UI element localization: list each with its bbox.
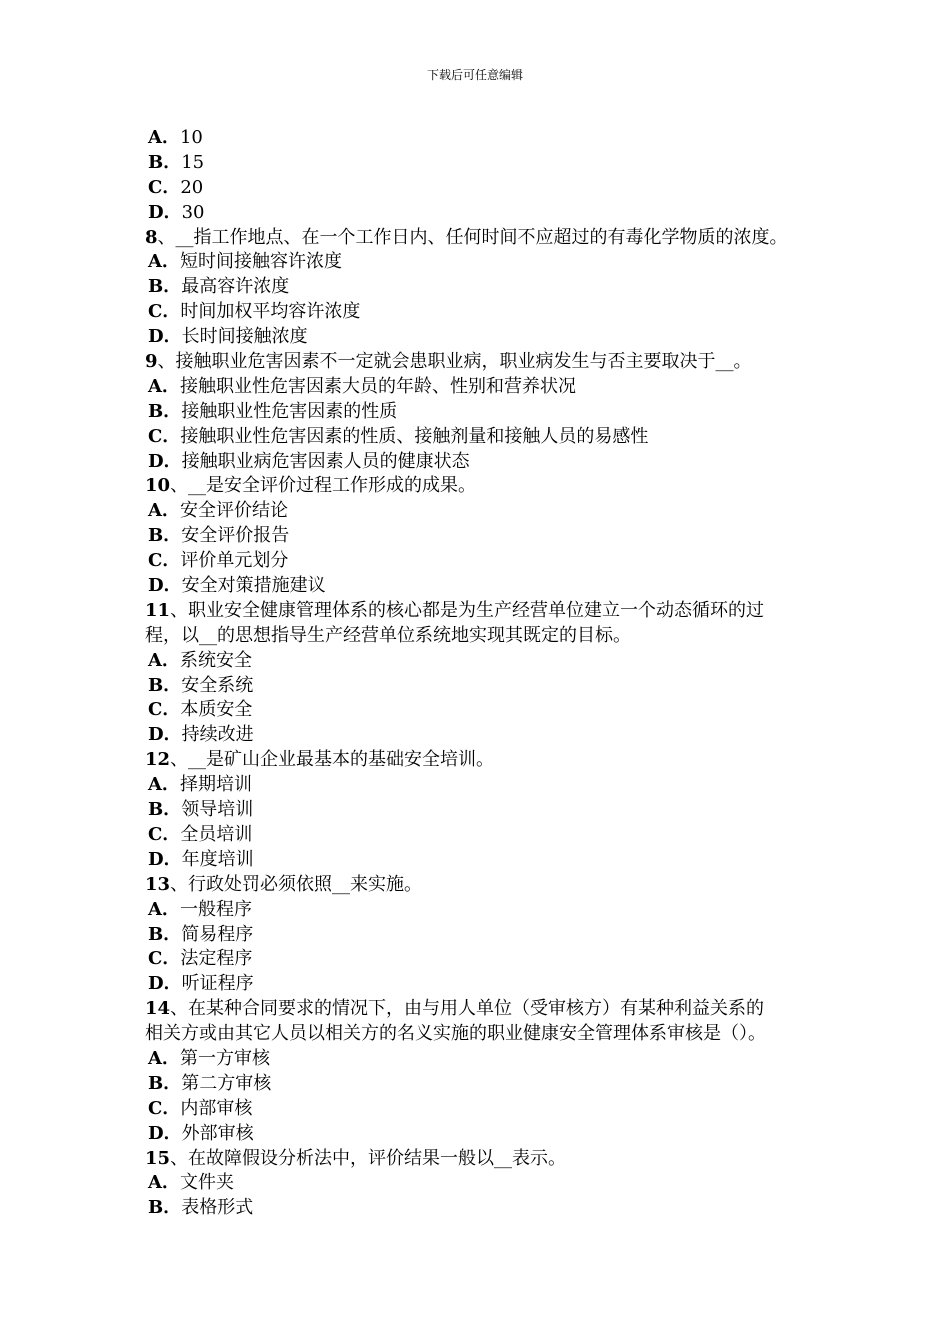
page-header: 下载后可任意编辑 [426, 68, 523, 82]
option-letter: D． [148, 724, 182, 746]
question-number: 10 [145, 475, 171, 497]
question-stem [145, 350, 825, 375]
option-text: 安全系统 [181, 674, 254, 696]
option-text: 安全对策措施建议 [181, 575, 326, 597]
question-text: 、接触职业危害因素不一定就会患职业病，职业病发生与否主要取决于__。 [157, 351, 752, 373]
question-text: 、在故障假设分析法中，评价结果一般以__表示。 [170, 1147, 567, 1169]
option-text: 文件夹 [179, 1172, 234, 1194]
option-text: 全员培训 [180, 823, 253, 845]
option-letter: A． [148, 1172, 180, 1194]
option-letter: D． [148, 575, 182, 597]
answer-option [145, 151, 825, 176]
answer-option [145, 201, 825, 226]
question-text: 、行政处罚必须依照__来实施。 [170, 873, 423, 895]
answer-option [145, 798, 825, 823]
option-letter: A． [148, 375, 180, 397]
answer-option [145, 275, 825, 300]
option-letter: B． [148, 674, 182, 696]
option-text: 内部审核 [180, 1097, 253, 1119]
option-letter: B． [148, 525, 182, 547]
option-letter: A． [148, 898, 180, 920]
answer-option [145, 524, 825, 549]
option-letter: C． [148, 1097, 181, 1119]
question-text: 、__是安全评价过程工作形成的成果。 [170, 475, 477, 497]
option-text: 长时间接触浓度 [181, 326, 308, 348]
option-letter: C． [148, 550, 181, 572]
answer-option [145, 1196, 825, 1221]
answer-option [145, 1072, 825, 1097]
answer-option [145, 723, 825, 748]
answer-option [145, 549, 825, 574]
question-stem [145, 1147, 825, 1172]
option-text: 系统安全 [179, 649, 252, 671]
option-text: 年度培训 [181, 848, 254, 870]
answer-option [145, 1171, 825, 1196]
option-text: 择期培训 [179, 774, 252, 796]
option-text: 第二方审核 [181, 1072, 272, 1094]
option-text: 安全评价报告 [181, 525, 290, 547]
question-number: 15 [145, 1147, 171, 1169]
question-stem [145, 226, 825, 251]
option-text: 外部审核 [181, 1122, 254, 1144]
option-letter: B． [148, 923, 182, 945]
option-letter: D． [148, 326, 182, 348]
question-stem-continuation: 程，以__的思想指导生产经营单位系统地实现其既定的目标。 [145, 624, 631, 646]
answer-option [145, 1122, 825, 1147]
option-text: 听证程序 [181, 973, 254, 995]
option-text: 安全评价结论 [179, 500, 288, 522]
option-text: 持续改进 [181, 724, 254, 746]
answer-option [145, 574, 825, 599]
question-number: 12 [145, 749, 171, 771]
question-stem [145, 997, 825, 1022]
answer-option [145, 823, 825, 848]
answer-option [145, 325, 825, 350]
answer-option [145, 176, 825, 201]
answer-option [145, 947, 825, 972]
option-text: 接触职业病危害因素人员的健康状态 [181, 450, 470, 472]
answer-option [145, 425, 825, 450]
option-text: 15 [181, 151, 205, 173]
question-list [145, 126, 825, 1221]
answer-option [145, 400, 825, 425]
option-letter: A． [148, 1047, 180, 1069]
option-letter: D． [148, 1122, 182, 1144]
option-text: 10 [179, 127, 203, 148]
question-text: 、__指工作地点、在一个工作日内、任何时间不应超过的有毒化学物质的浓度。 [157, 226, 788, 248]
question-number: 13 [145, 873, 171, 895]
option-letter: C． [148, 948, 181, 970]
option-letter: C． [148, 823, 181, 845]
option-letter: C． [148, 425, 181, 447]
answer-option [145, 923, 825, 948]
option-letter: A． [148, 774, 180, 796]
option-text: 评价单元划分 [180, 550, 289, 572]
option-text: 简易程序 [181, 923, 254, 945]
answer-option [145, 674, 825, 699]
option-letter: B． [148, 1197, 182, 1219]
option-letter: D． [148, 973, 182, 995]
option-text: 接触职业性危害因素的性质 [181, 400, 398, 422]
option-letter: C． [148, 699, 181, 721]
question-number: 11 [145, 599, 171, 621]
option-text: 最高容许浓度 [181, 276, 290, 298]
option-letter: A． [148, 251, 180, 273]
answer-option [145, 1047, 825, 1072]
option-text: 本质安全 [180, 699, 253, 721]
answer-option [145, 250, 825, 275]
option-text: 法定程序 [180, 948, 253, 970]
answer-option [145, 375, 825, 400]
option-letter: A． [148, 127, 180, 148]
answer-option [145, 698, 825, 723]
question-stem [145, 599, 825, 624]
answer-option [145, 972, 825, 997]
option-text: 短时间接触容许浓度 [179, 251, 342, 273]
question-text: 、职业安全健康管理体系的核心都是为生产经营单位建立一个动态循环的过 [170, 599, 765, 621]
option-letter: B． [148, 400, 182, 422]
option-text: 第一方审核 [179, 1047, 270, 1069]
question-number: 14 [145, 998, 171, 1020]
option-letter: A． [148, 649, 180, 671]
option-letter: D． [148, 201, 182, 223]
option-text: 接触职业性危害因素的性质、接触剂量和接触人员的易感性 [180, 425, 649, 447]
option-letter: D． [148, 848, 182, 870]
option-letter: A． [148, 500, 180, 522]
option-text: 领导培训 [181, 799, 254, 821]
option-letter: C． [148, 176, 181, 198]
option-text: 时间加权平均容许浓度 [180, 301, 361, 323]
option-text: 30 [181, 201, 205, 223]
question-text: 、__是矿山企业最基本的基础安全培训。 [170, 749, 495, 771]
option-letter: B． [148, 276, 182, 298]
question-text: 、在某种合同要求的情况下，由与用人单位（受审核方）有某种利益关系的 [170, 998, 765, 1020]
option-letter: B． [148, 1072, 182, 1094]
option-letter: B． [148, 799, 182, 821]
option-text: 一般程序 [179, 898, 252, 920]
option-text: 20 [180, 176, 204, 198]
option-letter: B． [148, 151, 182, 173]
answer-option [145, 499, 825, 524]
option-text: 表格形式 [181, 1197, 254, 1219]
answer-option [145, 1097, 825, 1122]
question-stem-continuation: 相关方或由其它人员以相关方的名义实施的职业健康安全管理体系审核是（）。 [145, 1023, 766, 1045]
question-stem [145, 474, 825, 499]
question-number: 9 [145, 351, 158, 373]
answer-option [145, 450, 825, 475]
option-text: 接触职业性危害因素大员的年龄、性别和营养状况 [179, 375, 576, 397]
question-stem [145, 873, 825, 898]
option-letter: C． [148, 301, 181, 323]
answer-option [145, 848, 825, 873]
answer-option [145, 898, 825, 923]
option-letter: D． [148, 450, 182, 472]
answer-option [145, 649, 825, 674]
answer-option [145, 300, 825, 325]
answer-option [145, 773, 825, 798]
answer-option [145, 126, 825, 151]
question-stem [145, 748, 825, 773]
question-number: 8 [145, 226, 158, 248]
